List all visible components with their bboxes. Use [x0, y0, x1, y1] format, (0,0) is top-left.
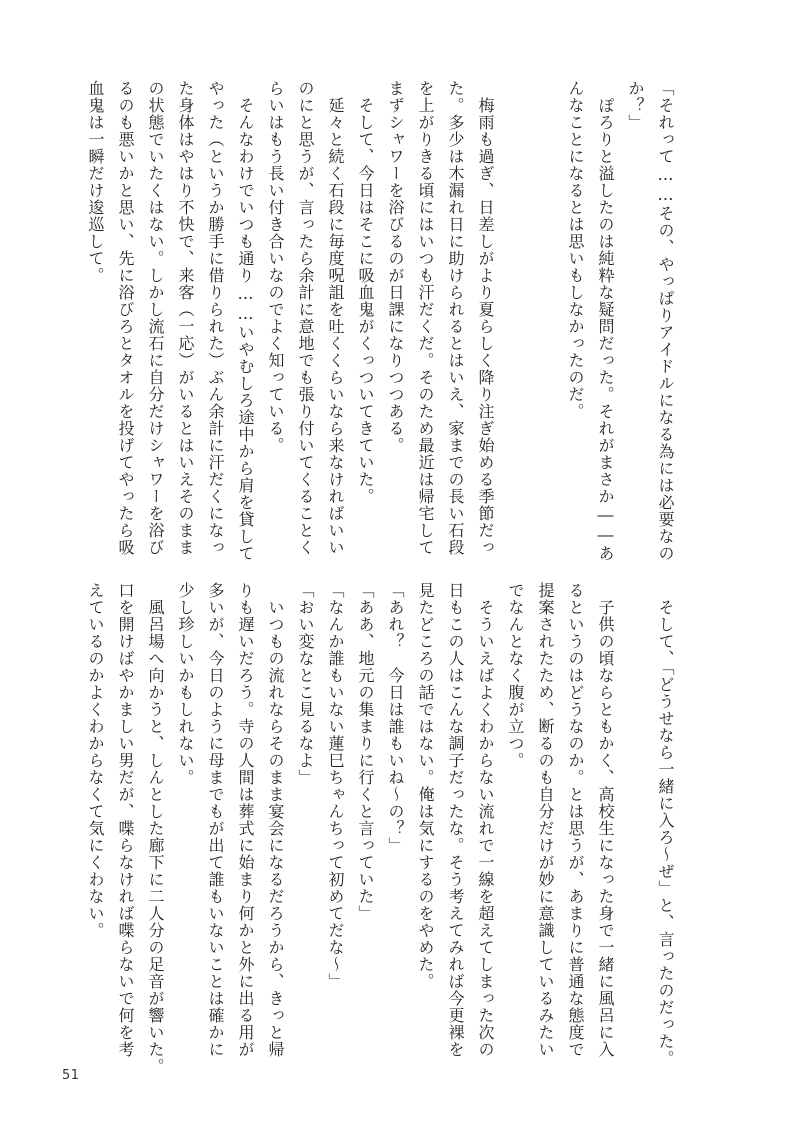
text-line: 子供の頃ならともかく、高校生になった身で一緒に風呂に入	[596, 582, 615, 1058]
text-line: そして、「どうせなら一緒に入ろ～ぜ」と、言ったのだった。	[656, 582, 675, 1067]
text-line: 見たどころの話ではない。俺は気にするのをやめた。	[416, 582, 435, 990]
text-line: えているのかよくわからなくて気にくわない。	[86, 582, 105, 939]
text-line: でなんとなく腹が立つ。	[506, 582, 525, 769]
text-line: まずシャワーを浴びるのが日課になりつつある。	[386, 80, 405, 454]
text-line: んなことになるとは思いもしなかったのだ。	[566, 80, 585, 420]
text-line: そして、今日はそこに吸血鬼がくっついてきていた。	[356, 80, 375, 505]
text-line: 梅雨も過ぎ、日差しがより夏らしく降り注ぎ始める季節だっ	[476, 80, 495, 556]
text-line: りも遅いだろう。寺の人間は葬式に始まり何かと外に出る用が	[236, 582, 255, 1058]
text-line: やった（というか勝手に借りられた）ぶん余計に汗だくになっ	[206, 80, 225, 556]
text-line: ぽろりと溢したのは純粋な疑問だった。それがまさか――あ	[596, 80, 615, 562]
text-line: の状態でいたくはない。しかし流石に自分だけシャワーを浴び	[146, 80, 165, 556]
text-line: るのも悪いかと思い、先に浴びろとタオルを投げてやったら吸	[116, 80, 135, 556]
text-line: るというのはどうなのか。とは思うが、あまりに普通な態度で	[566, 582, 585, 1058]
blank-line	[500, 80, 530, 550]
text-line: か？」	[626, 80, 645, 131]
text-line: を上がりきる頃にはいつも汗だくだ。そのため最近は帰宅して	[416, 80, 435, 556]
dialogue-line: 「あれ？ 今日は誰もいね～の？」	[386, 582, 405, 854]
upper-text-block	[86, 80, 680, 562]
dialogue-line: 「なんか誰もいない蓮巳ちゃんちって初めてだな～」	[326, 582, 345, 990]
text-line: 血鬼は一瞬だけ逡巡して。	[86, 80, 105, 284]
text-line: いつもの流れならそのまま宴会になるだろうから、きっと帰	[266, 582, 285, 1058]
page-number: 51	[62, 1068, 80, 1083]
text-line: た。多少は木漏れ日に助けられるとはいえ、家までの長い石段	[446, 80, 465, 556]
text-line: 多いが、今日のように母までもが出て誰もいないことは確かに	[206, 582, 225, 1058]
blank-line	[620, 582, 650, 1052]
text-line: そういえばよくわからない流れで一線を超えてしまった次の	[476, 582, 495, 1058]
text-line: 延々と続く石段に毎度呪詛を吐くくらいなら来なければいい	[326, 80, 345, 556]
text-line: 少し珍しいかもしれない。	[176, 582, 195, 786]
text-line: 日もこの人はこんな調子だったな。そう考えてみれば今更裸を	[446, 582, 465, 1058]
text-line: のにと思うが、言ったら余計に意地でも張り付いてくることく	[296, 80, 315, 556]
text-line: 「それって……その、やっぱりアイドルになる為には必要なの	[656, 80, 675, 562]
text-line: 提案されたため、断るのも自分だけが妙に意識しているみたい	[536, 582, 555, 1058]
text-line: 風呂場へ向かうと、しんとした廊下に二人分の足音が響いた。	[146, 582, 165, 1075]
text-line: そんなわけでいつも通り……いやむしろ途中から肩を貸して	[236, 80, 255, 562]
blank-line	[530, 80, 560, 550]
text-line: らいはもう長い付き合いなのでよく知っている。	[266, 80, 285, 454]
text-line: 口を開けばやかましい男だが、喋らなければ喋らないで何を考	[116, 582, 135, 1058]
dialogue-line: 「ああ、地元の集まりに行くと言っていた」	[356, 582, 375, 922]
dialogue-line: 「おい変なとこ見るなよ」	[296, 582, 315, 786]
lower-text-block	[80, 582, 680, 1075]
text-line: た身体はやはり不快で、来客（一応）がいるとはいえそのまま	[176, 80, 195, 556]
